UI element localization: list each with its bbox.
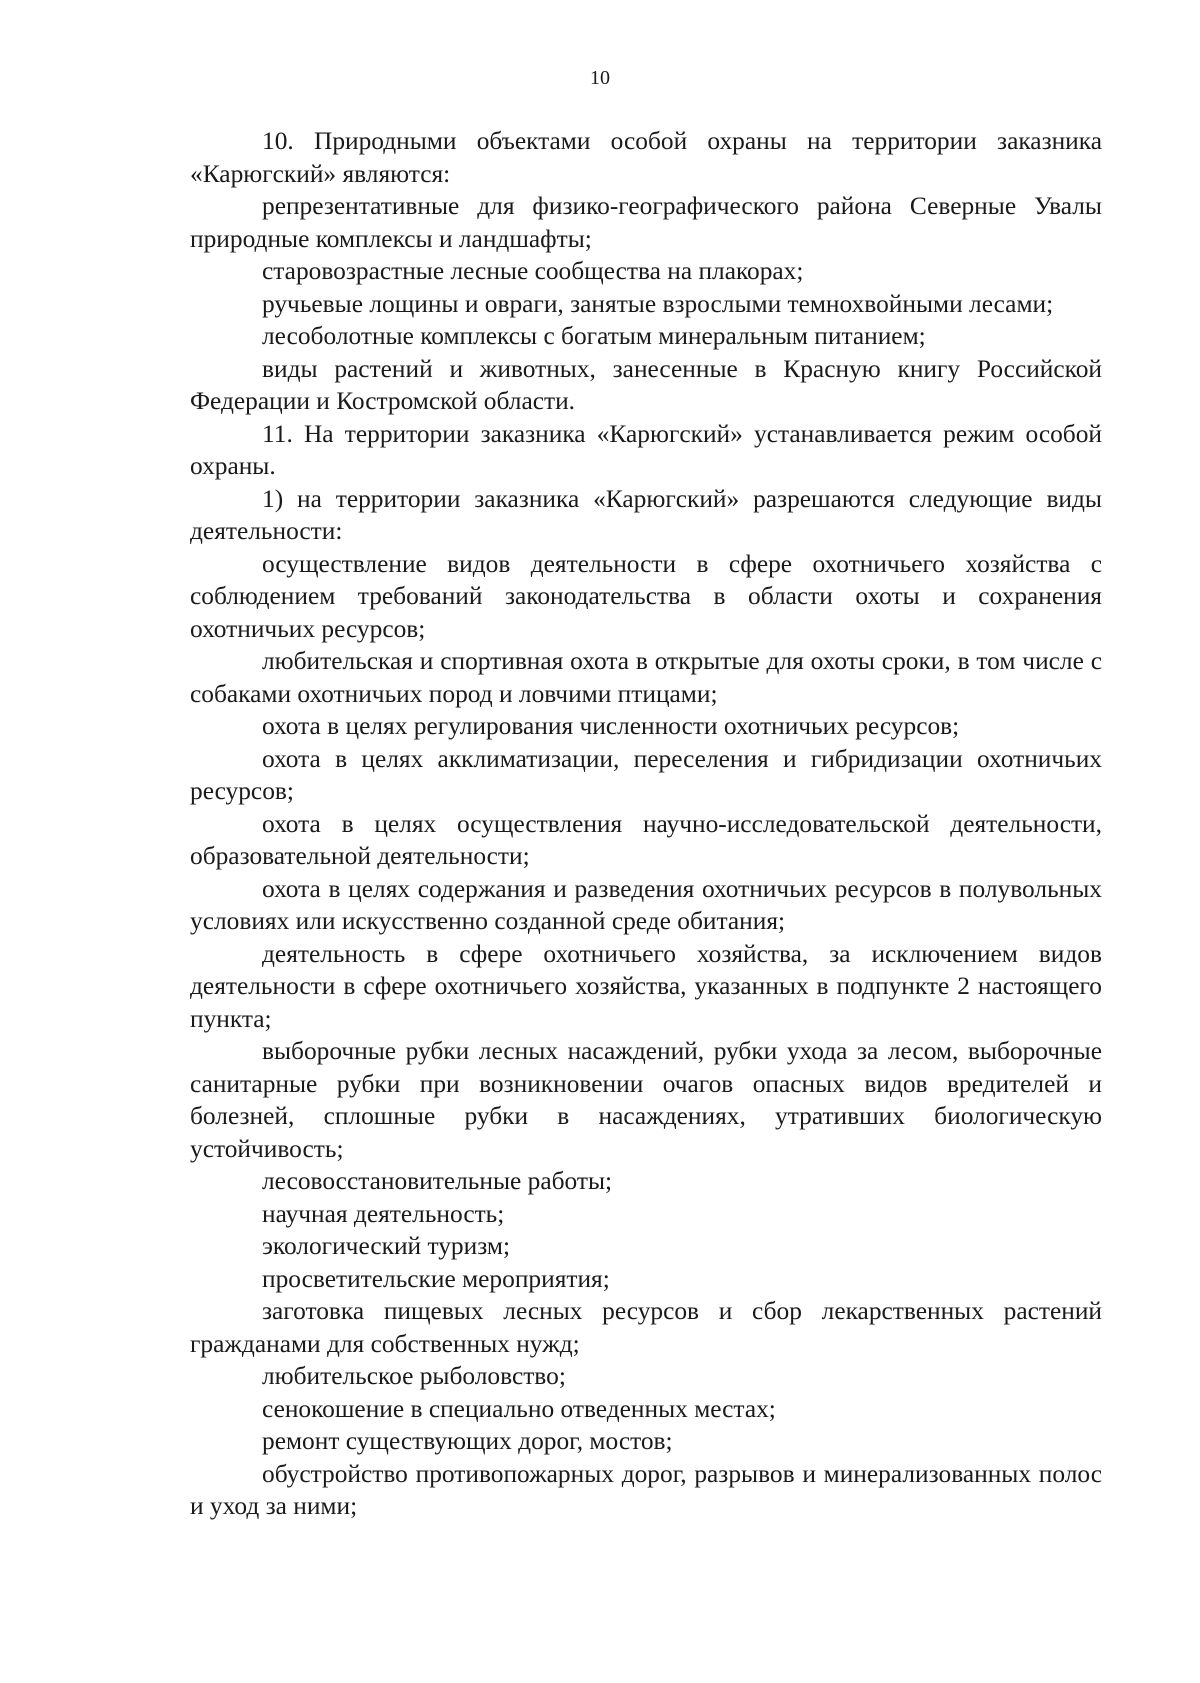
paragraph-representative-complexes: репрезентативные для физико-географического района Северные Увалы природные комплексы и ландшафты; [190, 192, 1102, 253]
paragraph-red-book-species: виды растений и животных, занесенные в Красную книгу Российской Федерации и Костромской области. [190, 354, 1102, 415]
paragraph-reforestation: лесовосстановительные работы; [262, 1167, 613, 1195]
paragraph-hunting-research: охота в целях осуществления научно-исследовательской деятельности, образовательной деятельности; [190, 809, 1102, 870]
paragraph-road-repair: ремонт существующих дорог, мостов; [262, 1427, 673, 1455]
paragraph-amateur-fishing: любительское рыболовство; [262, 1362, 566, 1390]
paragraph-stream-ravines: ручьевые лощины и овраги, занятые взрослыми темнохвойными лесами; [262, 289, 1054, 318]
paragraph-10-heading: 10. Природными объектами особой охраны на территории заказника «Карюгский» являются: [190, 127, 1102, 188]
paragraph-hunting-economy: деятельность в сфере охотничьего хозяйства, за исключением видов деятельности в сфере охотничьего хозяйства, указанных в подпункте 2 настоящего пункта; [190, 939, 1102, 1033]
page-number: 10 [590, 67, 610, 89]
paragraph-eco-tourism: экологический туризм; [262, 1232, 511, 1260]
paragraph-educational-events: просветительские мероприятия; [262, 1264, 610, 1293]
paragraph-food-resources: заготовка пищевых лесных ресурсов и сбор лекарственных растений гражданами для собственных нужд; [190, 1297, 1102, 1358]
paragraph-hunting-regulation: охота в целях регулирования численности охотничьих ресурсов; [262, 712, 960, 740]
paragraph-fire-roads: обустройство противопожарных дорог, разрывов и минерализованных полос и уход за ними; [190, 1459, 1102, 1520]
paragraph-11-heading: 11. На территории заказника «Карюгский» устанавливается режим особой охраны. [190, 419, 1102, 480]
paragraph-scientific-activity: научная деятельность; [262, 1199, 505, 1228]
paragraph-subpoint-1: 1) на территории заказника «Карюгский» разрешаются следующие виды деятельности: [190, 484, 1102, 545]
paragraph-selective-logging: выборочные рубки лесных насаждений, рубки ухода за лесом, выборочные санитарные рубки при возникновении очагов опасных видов вредителей и болезней, сплошные рубки в насаждениях, утративших биологическую устойчивость; [190, 1037, 1102, 1163]
paragraph-forest-bog-complexes: лесоболотные комплексы с богатым минеральным питанием; [262, 322, 926, 350]
document-body [190, 125, 1102, 1523]
paragraph-old-growth-forests: старовозрастные лесные сообщества на плакорах; [262, 257, 804, 285]
paragraph-hunting-acclimatization: охота в целях акклиматизации, переселения и гибридизации охотничьих ресурсов; [190, 744, 1102, 805]
paragraph-hunting-breeding: охота в целях содержания и разведения охотничьих ресурсов в полувольных условиях или искусственно созданной среде обитания; [190, 874, 1102, 935]
paragraph-amateur-hunting: любительская и спортивная охота в открытые для охоты сроки, в том числе с собаками охотничьих пород и ловчими птицами; [190, 647, 1102, 708]
paragraph-hunting-activities: осуществление видов деятельности в сфере охотничьего хозяйства с соблюдением требований законодательства в области охоты и сохранения охотничьих ресурсов; [190, 549, 1102, 643]
paragraph-haymaking: сенокошение в специально отведенных местах; [262, 1394, 776, 1423]
